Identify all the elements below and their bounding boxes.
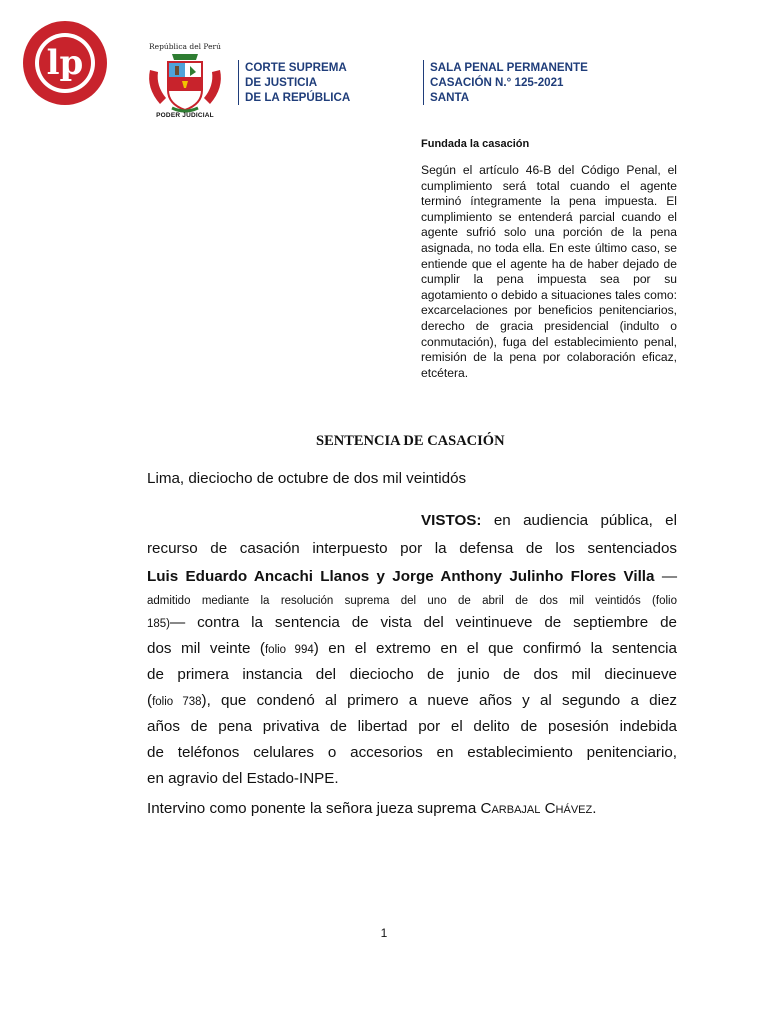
vistos-label: VISTOS: <box>421 512 482 529</box>
body-line-9: años de pena privativa de libertad por el delito de posesión indebida <box>147 718 677 735</box>
body-line-4 <box>147 595 677 607</box>
court-header <box>238 60 350 105</box>
place-date: Lima, dieciocho de octubre de dos mil veintidós <box>147 470 467 487</box>
judge-name: Carbajal Chávez <box>480 800 593 817</box>
body-line-5 <box>147 614 677 631</box>
body-line-6-b: ) en el extremo en el que confirmó la sentencia <box>313 640 678 657</box>
court-line-3: DE LA REPÚBLICA <box>245 91 351 104</box>
lp-logo-text: lp <box>46 43 84 83</box>
defendant-names: Luis Eduardo Ancachi Llanos y Jorge Anthony Julinho Flores Villa <box>147 568 655 585</box>
admission-note: admitido mediante la resolución suprema del uno de abril de dos mil veintidós (folio <box>147 595 677 607</box>
body-line-2: recurso de casación interpuesto por la defensa de los sentenciados <box>147 540 677 557</box>
body-line-8-a: ( <box>147 692 153 709</box>
body-line-3 <box>147 568 677 585</box>
summary-body: Según el artículo 46-B del Código Penal, el cumplimiento será total cuando el agente terminó íntegramente la pena impuesta. El cumplimiento se entenderá parcial cuando el agente sufrió solo una porción de la pena asignada, no toda ella. En este último caso, se entiende que el agente ha de haber dejado de cumplir la pena impuesta sea por su agotamiento o debido a situaciones tales como: excarcelaciones por beneficios penitenciarios, derecho de gracia presidencial (indulto o conmutación), fuga del establecimiento penal, remisión de la pena por colaboración eficaz, etcétera. <box>421 163 677 380</box>
sentence-title: SENTENCIA DE CASACIÓN <box>316 433 505 449</box>
case-line-2: CASACIÓN N.° 125-2021 <box>430 76 564 89</box>
vistos-rest: en audiencia pública, el <box>493 512 677 529</box>
body-line-6-a: dos mil veinte ( <box>147 640 265 657</box>
body-line-12-a: Intervino como ponente la señora jueza suprema <box>147 800 481 817</box>
lp-logo <box>22 20 108 106</box>
folio-185: 185) <box>147 618 171 630</box>
folio-738: folio 738 <box>152 696 202 708</box>
dash: — <box>661 568 677 585</box>
body-line-8-b: ), que condenó al primero a nueve años y al segundo a diez <box>201 692 677 709</box>
body-line-6 <box>147 640 677 657</box>
vistos-line <box>421 512 677 529</box>
body-line-8 <box>147 692 677 709</box>
body-line-7: de primera instancia del dieciocho de junio de dos mil diecinueve <box>147 666 677 683</box>
folio-994: folio 994 <box>264 644 314 656</box>
case-line-3: SANTA <box>430 91 470 104</box>
case-header <box>423 60 588 105</box>
body-line-11: en agravio del Estado-INPE. <box>147 770 339 787</box>
body-line-5-rest: — contra la sentencia de vista del veintinueve de septiembre de <box>170 614 677 631</box>
body-line-12-b: . <box>592 800 597 817</box>
poder-judicial-shield <box>142 42 228 126</box>
shield-bottom-text: PODER JUDICIAL <box>156 112 214 119</box>
shield-top-text: República del Perú <box>149 42 221 51</box>
case-line-1: SALA PENAL PERMANENTE <box>430 61 588 74</box>
page-number: 1 <box>380 926 388 940</box>
body-line-12 <box>147 800 677 817</box>
court-line-2: DE JUSTICIA <box>245 76 318 89</box>
body-line-10: de teléfonos celulares o accesorios en establecimiento penitenciario, <box>147 744 677 761</box>
summary-title: Fundada la casación <box>421 138 530 150</box>
court-line-1: CORTE SUPREMA <box>245 61 347 74</box>
